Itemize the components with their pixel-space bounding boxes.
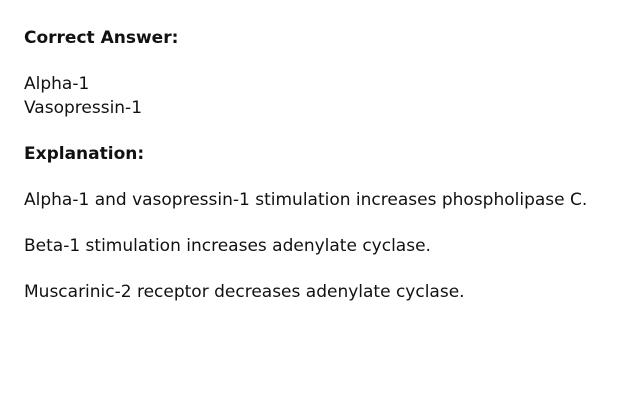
- correct-answer-heading: Correct Answer:: [24, 28, 179, 48]
- explanation-paragraph: Muscarinic-2 receptor decreases adenylate cyclase.: [24, 282, 465, 302]
- correct-answer-item: Alpha-1: [24, 74, 90, 94]
- correct-answer-item: Vasopressin-1: [24, 98, 143, 118]
- explanation-heading: Explanation:: [24, 144, 145, 164]
- explanation-paragraph: Alpha-1 and vasopressin-1 stimulation increases phospholipase C.: [24, 190, 588, 210]
- explanation-paragraph: Beta-1 stimulation increases adenylate cyclase.: [24, 236, 431, 256]
- correct-answer-list: [24, 72, 596, 120]
